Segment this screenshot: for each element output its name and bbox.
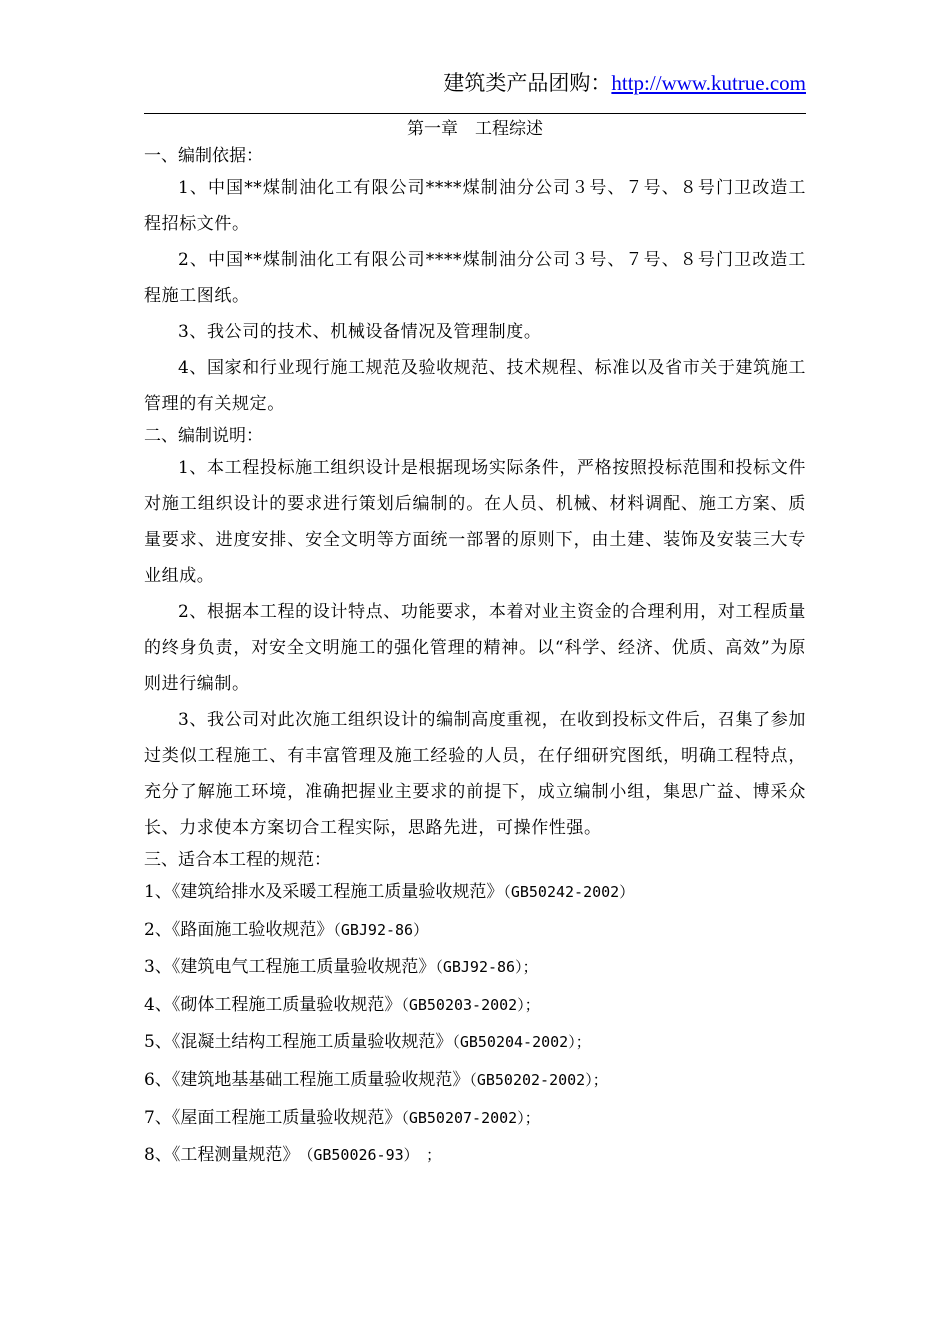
standard-item (144, 1100, 806, 1138)
header-url-link[interactable]: http://www.kutrue.com (611, 71, 806, 95)
standard-code: （GB50202-2002）； (469, 1070, 608, 1089)
paragraph: 4、国家和行业现行施工规范及验收规范、技术规程、标准以及省市关于建筑施工管理的有关规定。 (144, 358, 806, 414)
paragraph: 1、本工程投标施工组织设计是根据现场实际条件，严格按照投标范围和投标文件对施工组织设计的要求进行策划后编制的。在人员、机械、材料调配、施工方案、质量要求、进度安排、安全文明等方面统一部署的原则下，由土建、装饰及安装三大专业组成。 (144, 458, 806, 586)
section-heading-notes: 二、编制说明： (144, 426, 263, 446)
standard-name: 5、《混凝土结构工程施工质量验收规范》 (144, 1032, 453, 1053)
paragraph: 2、中国**煤制油化工有限公司****煤制油分公司３号、７号、８号门卫改造工程施工图纸。 (144, 250, 806, 306)
paragraph: 2、根据本工程的设计特点、功能要求，本着对业主资金的合理利用，对工程质量的终身负责，对安全文明施工的强化管理的精神。以“科学、经济、优质、高效”为原则进行编制。 (144, 602, 806, 694)
standard-item (144, 1024, 806, 1062)
paragraph: 3、我公司的技术、机械设备情况及管理制度。 (178, 322, 542, 342)
standard-item (144, 1062, 806, 1100)
standard-code: （GB50207-2002）； (401, 1108, 540, 1127)
standard-item (144, 874, 806, 912)
standard-item (144, 912, 806, 950)
standard-code: （GB50242-2002） (503, 883, 635, 901)
standard-item (144, 1137, 806, 1175)
standard-code: （GBJ92-86） (333, 920, 429, 939)
paragraph: 3、我公司对此次施工组织设计的编制高度重视，在收到投标文件后，召集了参加过类似工程施工、有丰富管理及施工经验的人员，在仔细研究图纸，明确工程特点，充分了解施工环境，准确把握业主要求的前提下，成立编制小组，集思广益、博采众长、力求使本方案切合工程实际，思路先进，可操作性强。 (144, 710, 806, 838)
standard-name: 4、《砌体工程施工质量验收规范》 (144, 994, 402, 1015)
standard-item (144, 987, 806, 1025)
standard-code: （GB50204-2002）； (452, 1033, 591, 1052)
document-body (144, 142, 806, 1175)
section-heading-basis: 一、编制依据： (144, 146, 263, 166)
chapter-title: 第一章 工程综述 (407, 119, 543, 139)
standard-name: 3、《建筑电气工程施工质量验收规范》 (144, 957, 436, 978)
section-heading-standards: 三、适合本工程的规范： (144, 850, 331, 870)
standard-name: 1、《建筑给排水及采暖工程施工质量验收规范》 (144, 882, 504, 902)
header-divider (144, 113, 806, 114)
standard-item (144, 949, 806, 987)
standard-code: （GBJ92-86）； (435, 958, 538, 977)
standard-code: （GB50026-93） ； (290, 1146, 442, 1165)
standard-name: 6、《建筑地基基础工程施工质量验收规范》 (144, 1069, 470, 1090)
standard-code: （GB50203-2002）； (401, 995, 540, 1014)
page-header (144, 68, 806, 98)
standard-name: 2、《路面施工验收规范》 (144, 919, 334, 940)
header-label: 建筑类产品团购： (443, 71, 612, 95)
standard-name: 8、《工程测量规范》 (144, 1145, 291, 1166)
standard-name: 7、《屋面工程施工质量验收规范》 (144, 1107, 402, 1128)
paragraph: 1、中国**煤制油化工有限公司****煤制油分公司３号、７号、８号门卫改造工程招标文件。 (144, 178, 806, 234)
